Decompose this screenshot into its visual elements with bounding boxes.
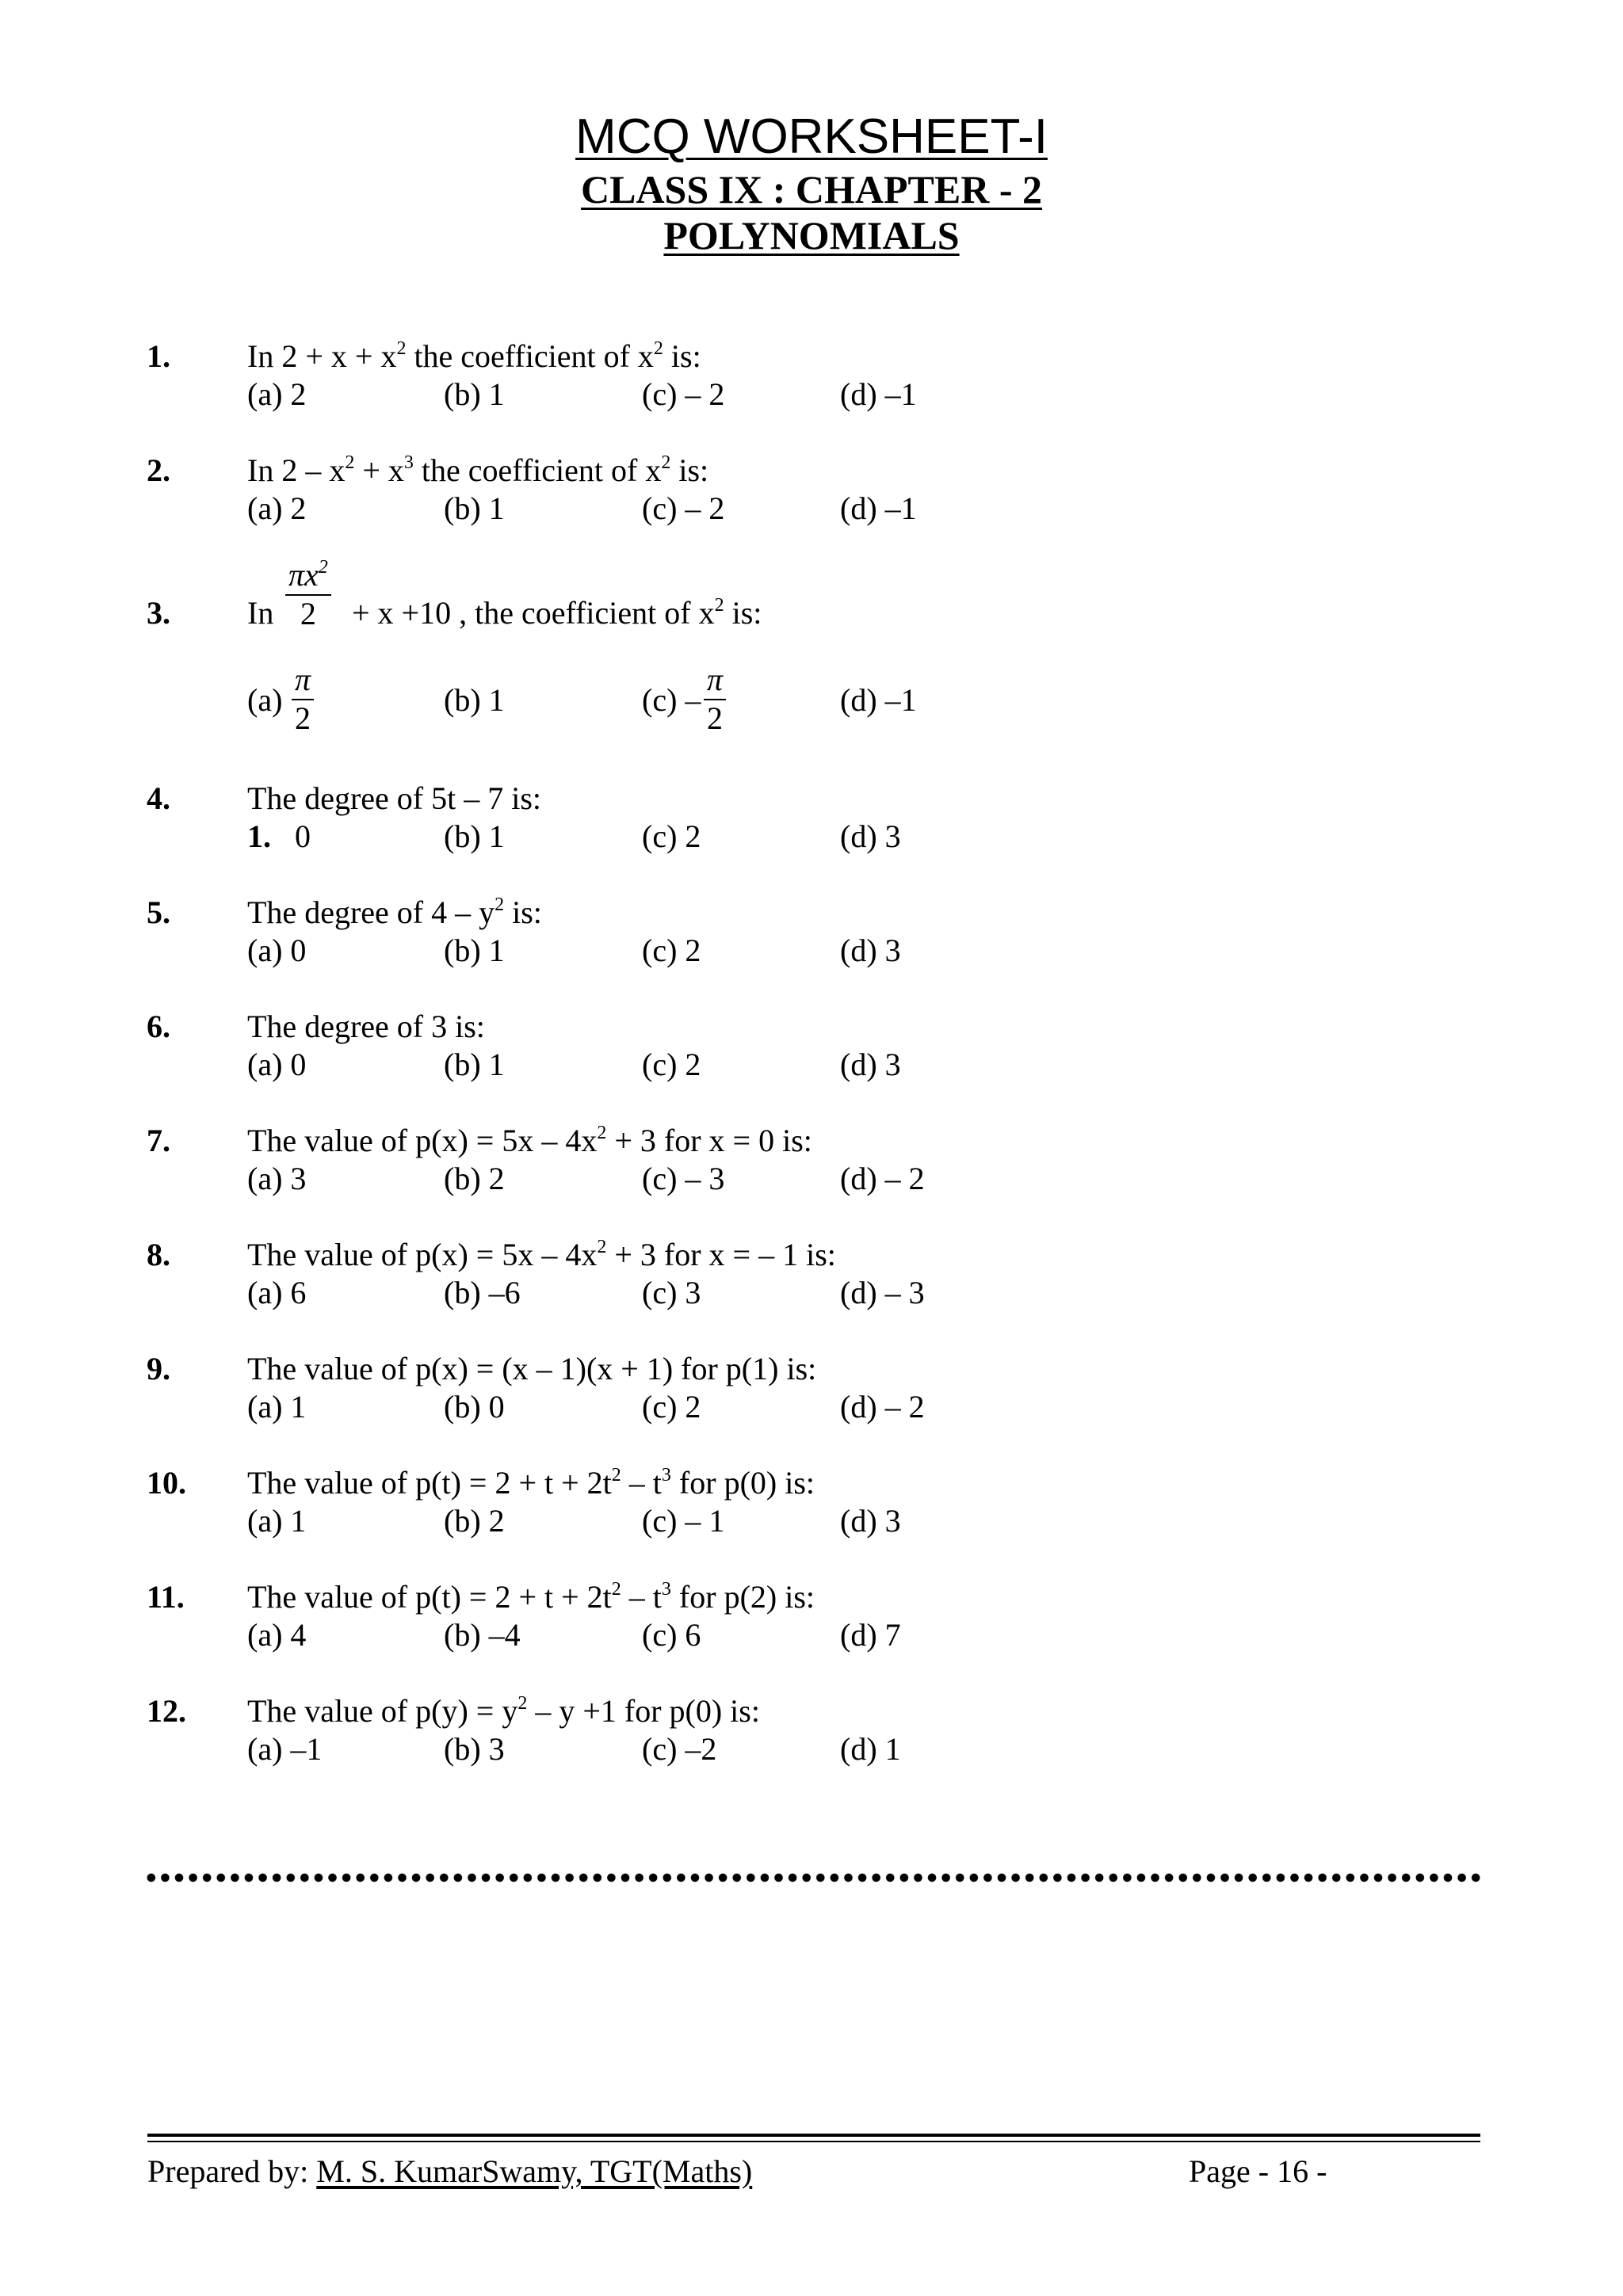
question-text: The value of $p(y) = y^2 - y +1$ for p(0) is:: [247, 1693, 760, 1729]
option-b: (b) 1: [444, 818, 505, 854]
worksheet-title: MCQ WORKSHEET-I: [575, 109, 1048, 164]
option-a: 1. 0: [247, 818, 311, 854]
option-b: (b) 3: [444, 1731, 505, 1767]
question-text: + x +10 , the coefficient of $x^2$ is:: [352, 595, 762, 631]
option-d: (d) 3: [840, 1503, 901, 1539]
question-number: 6.: [147, 1009, 170, 1044]
option-c: (c) 2: [642, 1047, 701, 1082]
option-d: (d) – 2: [840, 1389, 925, 1425]
question-number: 3.: [147, 595, 170, 631]
option-a-fraction: $\frac{\pi}{2}$: [292, 662, 314, 737]
question-text-in: In: [247, 595, 274, 631]
option-c: (c) 2: [642, 818, 701, 854]
option-a: (a) –1: [247, 1731, 323, 1767]
question-text: In $2 + x + x^2$ the coefficient of $x^2$ is:: [247, 338, 701, 374]
option-c: (c) 6: [642, 1617, 701, 1653]
option-b: (b) 1: [444, 1047, 505, 1082]
option-d: (d) –1: [840, 682, 917, 718]
option-d: (d) – 2: [840, 1161, 925, 1196]
question-text: The degree of $4 - y^2$ is:: [247, 894, 542, 930]
option-d: (d) 7: [840, 1617, 901, 1653]
option-a: (a) 3: [247, 1161, 307, 1196]
question-text: The degree of 5t – 7 is:: [247, 780, 541, 816]
option-b: (b) 0: [444, 1389, 505, 1425]
question-text: In $2 - x^2 + x^3$ the coefficient of $x^2$ is:: [247, 452, 709, 488]
topic-heading: POLYNOMIALS: [663, 213, 960, 257]
question-text: The value of $p(x) = 5x - 4x^2 + 3$ for x = 0 is:: [247, 1123, 812, 1158]
page-number: Page - 16 -: [1189, 2153, 1327, 2189]
option-d: (d) –1: [840, 490, 917, 526]
pi-x-squared-over-2-fraction: $\frac{\pi x^2}{2}$: [285, 558, 331, 632]
option-a: (a) 1: [247, 1503, 307, 1539]
question-number: 12.: [147, 1693, 186, 1729]
option-c: (c) – 2: [642, 376, 725, 412]
option-a: (a) 2: [247, 376, 307, 412]
option-a-label: (a): [247, 682, 283, 718]
question-number: 11.: [147, 1579, 185, 1615]
option-c: (c) – 3: [642, 1161, 725, 1196]
question-number: 10.: [147, 1465, 186, 1501]
option-c: (c) – 2: [642, 490, 725, 526]
option-b: (b) –6: [444, 1275, 521, 1310]
question-number: 1.: [147, 338, 170, 374]
option-b: (b) 2: [444, 1503, 505, 1539]
option-b: (b) 1: [444, 933, 505, 968]
option-d: (d) –1: [840, 376, 917, 412]
option-d: (d) 1: [840, 1731, 901, 1767]
question-text: The value of p(x) = (x – 1)(x + 1) for p(1) is:: [247, 1351, 817, 1386]
option-b: (b) 1: [444, 376, 505, 412]
option-a: (a) 2: [247, 490, 307, 526]
option-b: (b) –4: [444, 1617, 521, 1653]
option-c: (c) 2: [642, 1389, 701, 1425]
option-a: (a) 0: [247, 1047, 307, 1082]
option-c: (c) 3: [642, 1275, 701, 1310]
option-a: (a) 1: [247, 1389, 307, 1425]
option-a: (a) 4: [247, 1617, 307, 1653]
question-text: The value of $p(x) = 5x - 4x^2 + 3$ for x = – 1 is:: [247, 1237, 836, 1272]
question-text: The value of $p(t) = 2 + t + 2t^2 - t^3$ for p(2) is:: [247, 1579, 815, 1615]
question-number: 9.: [147, 1351, 170, 1386]
question-number: 5.: [147, 894, 170, 930]
dotted-separator: [144, 1873, 1482, 1882]
option-b: (b) 1: [444, 490, 505, 526]
option-c: (c) – 1: [642, 1503, 725, 1539]
question-text: The value of $p(t) = 2 + t + 2t^2 - t^3$ for p(0) is:: [247, 1465, 815, 1501]
question-number: 4.: [147, 780, 170, 816]
option-b: (b) 1: [444, 682, 505, 718]
question-text: The degree of 3 is:: [247, 1009, 485, 1044]
option-d: (d) – 3: [840, 1275, 925, 1310]
option-c-fraction: $\frac{\pi}{2}$: [704, 662, 726, 737]
class-chapter-heading: CLASS IX : CHAPTER - 2: [580, 167, 1042, 212]
option-b: (b) 2: [444, 1161, 505, 1196]
option-d: (d) 3: [840, 933, 901, 968]
option-a: (a) 0: [247, 933, 307, 968]
question-number: 7.: [147, 1123, 170, 1158]
footer-prepared-by: Prepared by: M. S. KumarSwamy, TGT(Maths): [147, 2153, 753, 2189]
question-number: 2.: [147, 452, 170, 488]
option-a: (a) 6: [247, 1275, 307, 1310]
option-c: (c) –2: [642, 1731, 717, 1767]
option-c: (c) 2: [642, 933, 701, 968]
question-number: 8.: [147, 1237, 170, 1272]
option-d: (d) 3: [840, 818, 901, 854]
footer-rule-thin: [147, 2141, 1480, 2142]
footer-rule: [147, 2134, 1480, 2137]
option-c-label: (c) –: [642, 682, 701, 718]
option-d: (d) 3: [840, 1047, 901, 1082]
author-name: M. S. KumarSwamy, TGT(Maths): [316, 2153, 753, 2189]
